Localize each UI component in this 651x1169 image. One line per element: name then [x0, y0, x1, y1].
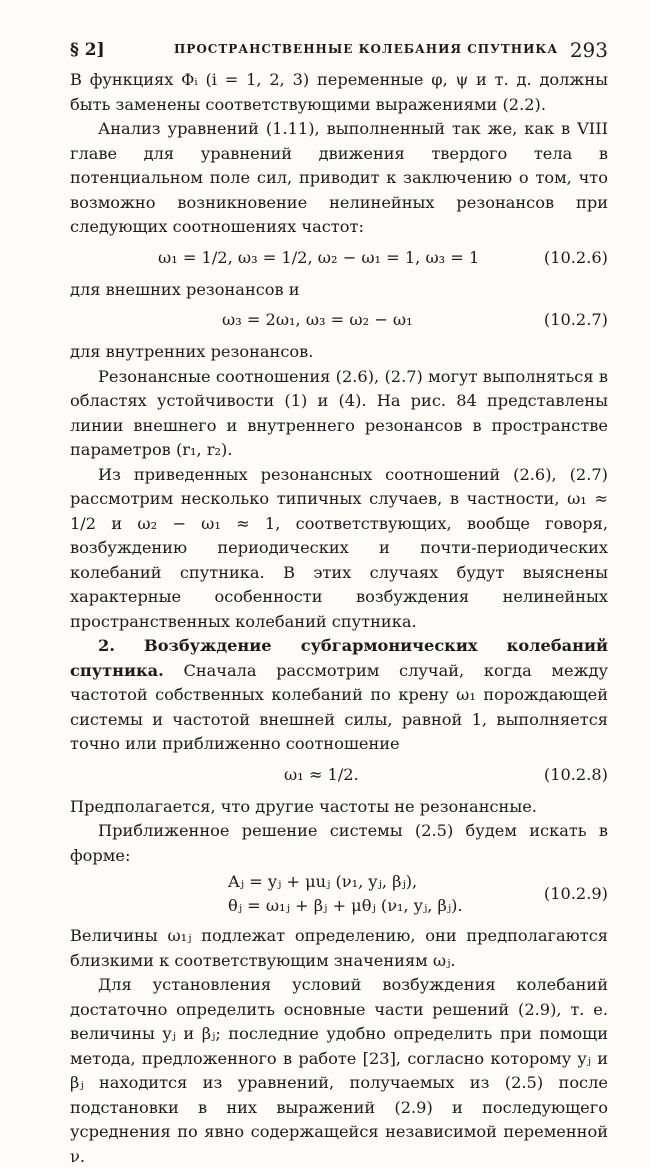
equation-tag: (10.2.9) [543, 884, 608, 903]
equation-10-2-9 [70, 868, 608, 924]
equation-tag: (10.2.8) [543, 764, 608, 784]
equation-tag: (10.2.7) [543, 310, 608, 329]
paragraph-4: для внутренних резонансов. [70, 342, 314, 361]
equation-10-2-7 [70, 302, 608, 340]
equation-tag: (10.2.6) [543, 247, 608, 267]
paragraph-10: Величины ω₁ⱼ подлежат определению, они предполагаются близкими к соответствующим значениям ωⱼ. [70, 926, 608, 970]
paragraph-7-text: Сначала рассмотрим случай, когда между частотой собственных колебаний по крену ω₁ порождающей системы и частотой внешней силы, равной 1, выполняется точно или приближенно соотношение [70, 660, 608, 753]
equation-10-2-6 [70, 240, 608, 278]
paragraph-11: Для установления условий возбуждения колебаний достаточно определить основные части решений (2.9), т. е. величины yⱼ и βⱼ; последние удобно определить при помощи метода, предложенного в работе [23], согласно которому yⱼ и βⱼ находится из уравнений, получаемых из (2.5) после подстановки в них выражений (2.9) и последующего усреднения по явно содержащейся независимой переменной ν. [70, 975, 608, 1166]
paragraph-1: В функциях Φᵢ (i = 1, 2, 3) переменные φ, ψ и т. д. должны быть заменены соответствующими выражениями (2.2). [70, 70, 608, 114]
equation-line-2: θⱼ = ω₁ⱼ + βⱼ + μθⱼ (ν₁, yⱼ, βⱼ). [228, 896, 463, 915]
paragraph-7 [70, 634, 608, 757]
paragraph-8: Предполагается, что другие частоты не резонансные. [70, 796, 537, 816]
equation-body: ω₁ = 1/2, ω₃ = 1/2, ω₂ − ω₁ = 1, ω₃ = 1 [158, 247, 480, 267]
running-title: ПРОСТРАНСТВЕННЫЕ КОЛЕБАНИЯ СПУТНИКА [174, 42, 559, 56]
equation-body: ω₃ = 2ω₁, ω₃ = ω₂ − ω₁ [222, 310, 413, 329]
equation-body: ω₁ ≈ 1/2. [284, 764, 359, 784]
book-page [70, 34, 608, 1169]
equation-line-1: Aⱼ = yⱼ + μuⱼ (ν₁, yⱼ, βⱼ), [228, 872, 418, 891]
page-number: 293 [569, 38, 608, 62]
running-header [70, 34, 608, 68]
paragraph-3: для внешних резонансов и [70, 279, 300, 299]
paragraph-5: Резонансные соотношения (2.6), (2.7) могут выполняться в областях устойчивости (1) и (4). На рис. 84 представлены линии внешнего и внутреннего резонансов в пространстве параметров (r₁, r₂). [70, 366, 608, 459]
section-marker: § 2] [70, 40, 105, 60]
subsection-heading: 2. Возбуждение субгармонических колебаний спутника. [70, 636, 608, 680]
equation-10-2-8 [70, 757, 608, 795]
paragraph-6: Из приведенных резонансных соотношений (2.6), (2.7) рассмотрим несколько типичных случаев, в частности, ω₁ ≈ 1/2 и ω₂ − ω₁ ≈ 1, соответствующих, вообще говоря, возбуждению периодических и почти-периодических колебаний спутника. В этих случаях будут выяснены характерные особенности возбуждения нелинейных пространственных колебаний спутника. [70, 464, 608, 631]
paragraph-2: Анализ уравнений (1.11), выполненный так же, как в VIII главе для уравнений движения твердого тела в потенциальном поле сил, приводит к заключению о том, что возможно возникновение нелинейных резонансов при следующих соотношениях частот: [70, 119, 608, 236]
paragraph-9: Приближенное решение системы (2.5) будем искать в форме: [70, 821, 608, 865]
